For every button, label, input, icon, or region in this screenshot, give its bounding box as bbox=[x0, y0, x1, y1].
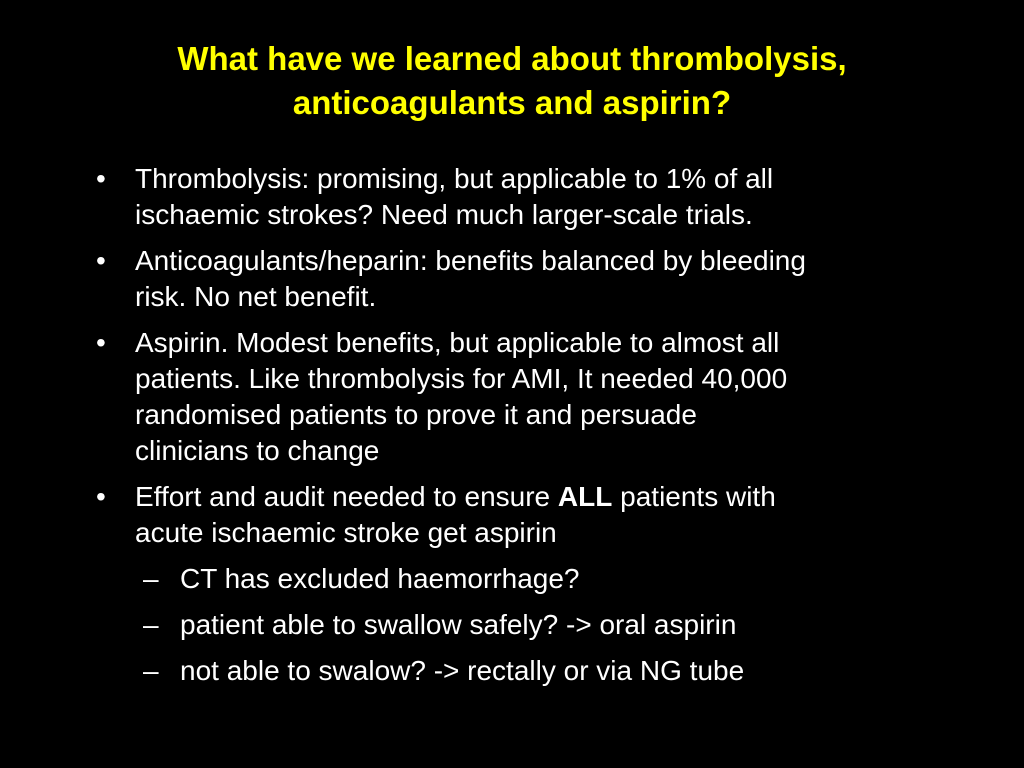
bullet-text bbox=[135, 161, 976, 233]
bullet-line: randomised patients to prove it and persuade bbox=[135, 399, 697, 430]
bullet-line: Thrombolysis: promising, but applicable to 1% of all bbox=[135, 163, 774, 194]
bullet-line: acute ischaemic stroke get aspirin bbox=[135, 517, 557, 548]
sub-bullet-marker: – bbox=[143, 609, 159, 640]
bullet-text bbox=[135, 243, 976, 315]
bullet-item-thrombolysis bbox=[96, 161, 976, 233]
sub-bullet-text: not able to swalow? -> rectally or via NG tube bbox=[180, 655, 745, 686]
bullet-marker: • bbox=[96, 481, 106, 512]
bullet-marker: • bbox=[96, 245, 106, 276]
sub-bullet-text: patient able to swallow safely? -> oral aspirin bbox=[180, 609, 737, 640]
sub-bullet-marker: – bbox=[143, 655, 159, 686]
sub-bullet-item-ct bbox=[143, 561, 976, 597]
bullet-line: clinicians to change bbox=[135, 435, 380, 466]
slide-title-line-2: anticoagulants and aspirin? bbox=[292, 84, 732, 121]
bullet-line: ischaemic strokes? Need much larger-scale trials. bbox=[135, 199, 753, 230]
slide-title bbox=[60, 37, 964, 125]
sub-bullet-marker: – bbox=[143, 563, 159, 594]
bullet-text-segment: patients with bbox=[612, 481, 776, 512]
bullet-list bbox=[96, 161, 976, 699]
bullet-item-aspirin bbox=[96, 325, 976, 469]
bullet-item-effort-audit bbox=[96, 479, 976, 551]
slide-title-line-1: What have we learned about thrombolysis, bbox=[177, 40, 847, 77]
bullet-item-anticoagulants bbox=[96, 243, 976, 315]
bullet-text bbox=[135, 325, 976, 469]
bullet-text-segment: Effort and audit needed to ensure bbox=[135, 481, 558, 512]
bullet-line bbox=[135, 479, 976, 515]
bullet-marker: • bbox=[96, 327, 106, 358]
bullet-marker: • bbox=[96, 163, 106, 194]
bullet-line: Aspirin. Modest benefits, but applicable to almost all bbox=[135, 327, 780, 358]
bullet-line: risk. No net benefit. bbox=[135, 281, 377, 312]
sub-bullet-text: CT has excluded haemorrhage? bbox=[180, 563, 580, 594]
sub-bullet-item-no-swallow bbox=[143, 653, 976, 689]
bullet-text bbox=[135, 479, 976, 551]
emphasis-all: ALL bbox=[557, 481, 613, 512]
sub-bullet-item-swallow bbox=[143, 607, 976, 643]
bullet-line: patients. Like thrombolysis for AMI, It needed 40,000 bbox=[135, 363, 788, 394]
bullet-line: Anticoagulants/heparin: benefits balanced by bleeding bbox=[135, 245, 806, 276]
